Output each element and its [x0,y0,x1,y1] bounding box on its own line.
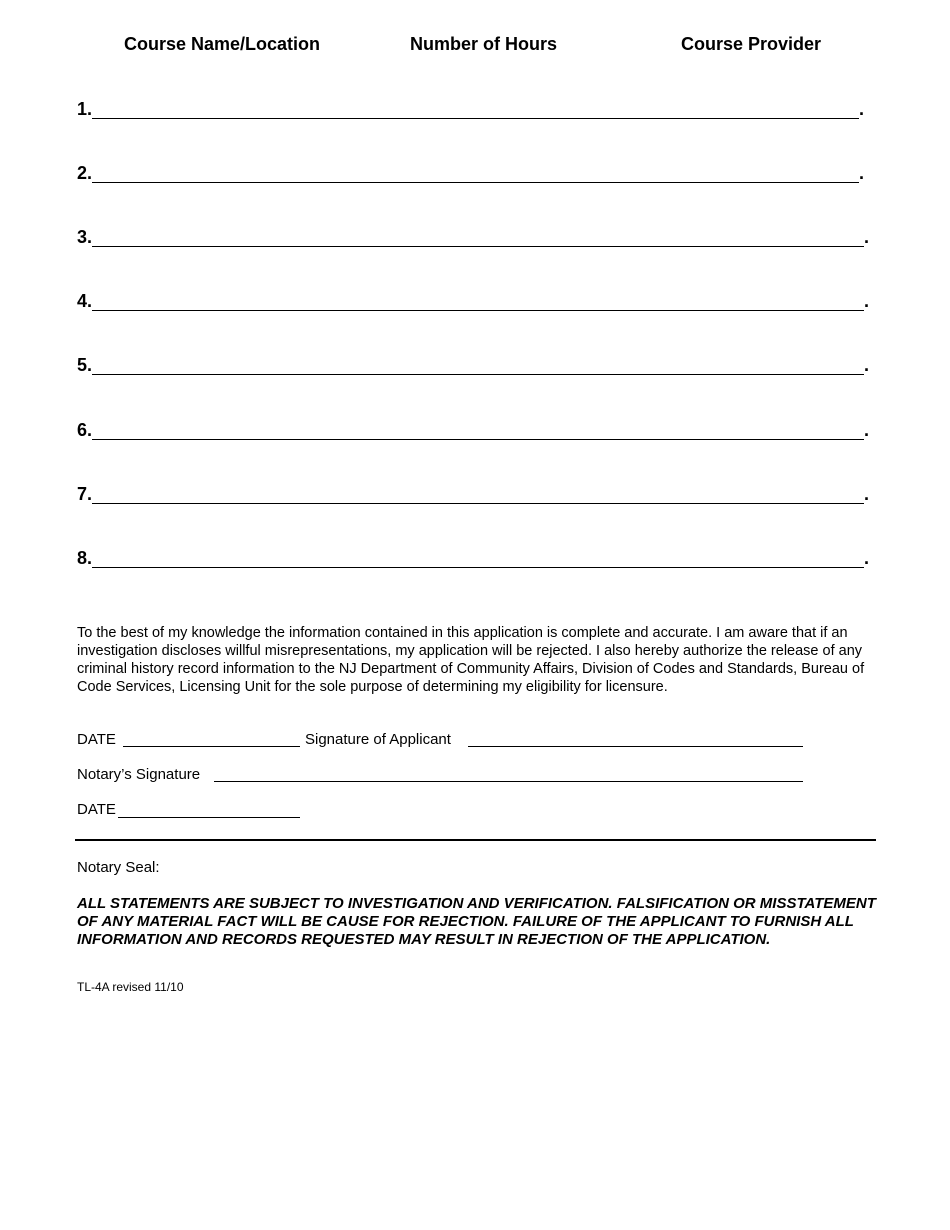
warning-statement: ALL STATEMENTS ARE SUBJECT TO INVESTIGATION AND VERIFICATION. FALSIFICATION OR MISSTATEMENT OF ANY MATERIAL FACT WILL BE CAUSE FOR REJECTION. FAILURE OF THE APPLICANT TO FURNISH ALL INFORMATION AND RECORDS REQUESTED MAY RESULT IN REJECTION OF THE APPLICATION. [77,895,876,948]
applicant-signature-field[interactable] [468,746,803,747]
row-number: 7. [77,484,93,504]
section-divider [75,839,876,841]
row-number: 5. [77,355,93,375]
course-entry-row-7[interactable] [77,484,869,508]
course-entry-line[interactable] [92,374,864,375]
course-entry-line[interactable] [92,310,864,311]
course-entry-row-4[interactable] [77,291,869,315]
course-entry-row-1[interactable] [77,99,864,123]
course-entry-row-2[interactable] [77,163,864,187]
notary-seal-label: Notary Seal: [77,859,160,876]
form-revision-id: TL-4A revised 11/10 [77,980,184,994]
course-entry-line[interactable] [92,503,864,504]
row-number: 6. [77,420,93,440]
notary-signature-field[interactable] [214,781,803,782]
course-entry-line[interactable] [92,439,864,440]
course-entry-row-8[interactable] [77,548,869,572]
attestation-paragraph: To the best of my knowledge the information contained in this application is complete and accurate. I am aware that if an investigation discloses willful misrepresentations, my application will be rejected. I also hereby authorize the release of any criminal history record information to the NJ Department of Community Affairs, Division of Codes and Standards, Bureau of Code Services, Licensing Unit for the sole purpose of determining my eligibility for licensure. [77,625,865,695]
row-number: 1. [77,99,93,119]
notary-signature-label: Notary’s Signature [77,766,201,783]
date-field[interactable] [123,746,300,747]
row-number: 4. [77,291,93,311]
course-entry-line[interactable] [92,567,864,568]
header-course-provider: Course Provider [681,34,822,54]
row-end-mark: . [863,291,869,311]
course-entry-line[interactable] [92,118,859,119]
course-entry-row-6[interactable] [77,420,869,444]
date-field-2[interactable] [118,817,300,818]
course-entry-row-5[interactable] [77,355,869,379]
row-end-mark: . [863,355,869,375]
row-end-mark: . [863,548,869,568]
row-end-mark: . [863,420,869,440]
course-entry-row-3[interactable] [77,227,869,251]
applicant-signature-label: Signature of Applicant [305,731,451,748]
header-number-of-hours: Number of Hours [410,34,558,54]
row-number: 8. [77,548,93,568]
row-end-mark: . [858,99,864,119]
header-course-name: Course Name/Location [124,34,321,54]
row-number: 3. [77,227,93,247]
row-end-mark: . [858,163,864,183]
row-end-mark: . [863,484,869,504]
row-end-mark: . [863,227,869,247]
date-label-2: DATE [77,801,116,818]
date-label: DATE [77,731,116,748]
row-number: 2. [77,163,93,183]
course-entry-line[interactable] [92,246,864,247]
course-entry-line[interactable] [92,182,859,183]
